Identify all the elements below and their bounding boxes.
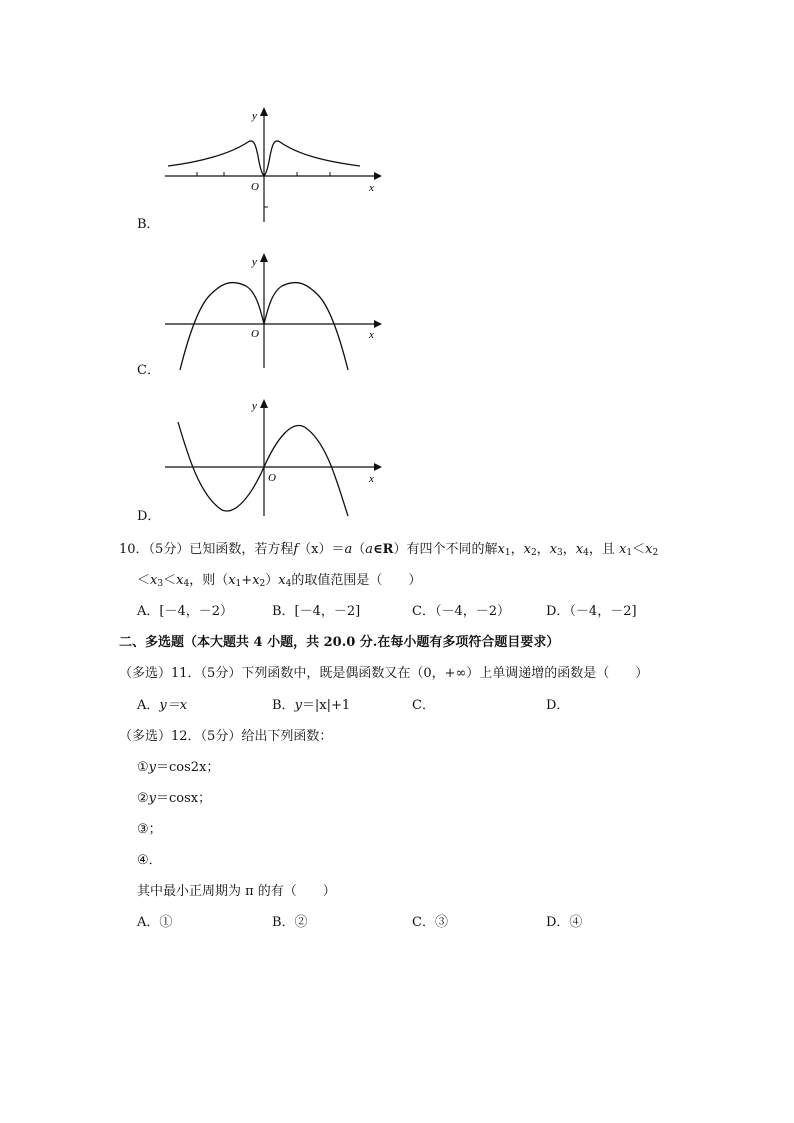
- y-axis-arrow: [260, 253, 268, 262]
- graph-d-y-label: y: [252, 400, 257, 412]
- q12-option-b[interactable]: B．②: [272, 915, 308, 930]
- q11-option-d[interactable]: D．: [546, 698, 570, 713]
- q10-c3: ，: [562, 542, 576, 557]
- graph-d-origin-label: O: [268, 472, 276, 484]
- q10-s1: 1: [504, 548, 511, 558]
- q11-option-a[interactable]: [137, 697, 187, 715]
- q10-ls1: 1: [626, 548, 633, 558]
- q11-option-a-y: y: [159, 698, 167, 713]
- q11-option-b[interactable]: [272, 697, 350, 715]
- q10-x1: x: [497, 542, 505, 557]
- q10-tail: 的取值范围是（ ）: [291, 573, 422, 588]
- q10-plus: +: [241, 573, 253, 588]
- graph-d-option-label: D．: [137, 509, 161, 524]
- q10-option-b[interactable]: B．[－4，－2]: [272, 604, 361, 619]
- graph-b-y-label: y: [252, 110, 257, 122]
- q10-qie: ，且: [588, 542, 619, 557]
- q10-stem-line2: [137, 572, 421, 593]
- q12-item-4: ④．: [137, 853, 162, 868]
- q10-lx2: x: [645, 542, 653, 557]
- q10-a: a: [344, 542, 353, 557]
- y-axis-arrow: [260, 399, 268, 408]
- q10-rest1: ）有四个不同的解: [393, 542, 498, 557]
- q11-option-a-label: A．: [137, 698, 160, 713]
- q10-ls2: 2: [652, 548, 659, 558]
- q10-l2lt: ＜: [163, 573, 177, 588]
- graph-b-origin-label: O: [251, 181, 259, 193]
- graph-c: [160, 250, 385, 374]
- q12-stem: （多选）12．（5分）给出下列函数：: [119, 729, 333, 744]
- q11-option-c[interactable]: C．: [412, 698, 435, 713]
- q10-l2s3: 3: [157, 579, 164, 589]
- q10-ps4: 4: [285, 579, 292, 589]
- q10-paren: （: [352, 542, 366, 557]
- q12-option-d[interactable]: D．④: [546, 915, 583, 930]
- q10-eq: ＝: [331, 542, 345, 557]
- q11-option-b-rest: ＝|x|+1: [301, 698, 351, 713]
- x-axis-arrow: [374, 463, 382, 471]
- q10-lt: ＜: [632, 542, 646, 557]
- y-axis-arrow: [260, 107, 268, 116]
- graph-c-y-label: y: [252, 256, 257, 268]
- q10-s4: 4: [583, 548, 589, 558]
- q10-x: （x）: [298, 542, 332, 557]
- q10-px1: x: [228, 573, 236, 588]
- section-heading: 二、多选题（本大题共 4 小题，共 20.0 分.在每小题有多项符合题目要求）: [119, 635, 560, 650]
- q10-x3: x: [549, 542, 558, 557]
- q10-l2x4: x: [176, 573, 184, 588]
- q11-stem: （多选）11．（5分）下列函数中，既是偶函数又在（0，+∞）上单调递增的函数是（ ）: [119, 666, 649, 681]
- q10-a2: a: [365, 542, 374, 557]
- q10-f: f: [293, 542, 299, 557]
- q10-s2: 2: [530, 548, 537, 558]
- q10-line2-lt: ＜: [137, 573, 151, 588]
- q12-item-3: ③；: [137, 822, 162, 837]
- x-axis-arrow: [374, 172, 382, 180]
- q10-c2: ，: [536, 542, 550, 557]
- q10-l2x3: x: [150, 573, 158, 588]
- q10-option-a[interactable]: A．[－4，－2）: [137, 604, 234, 619]
- q10-close: ）: [265, 573, 279, 588]
- q10-s3: 3: [557, 548, 563, 558]
- q12-option-c[interactable]: C．③: [412, 915, 448, 930]
- q10-ps2: 2: [259, 579, 266, 589]
- curve-d: [178, 422, 348, 516]
- q10-x2: x: [523, 542, 531, 557]
- q10-lx1: x: [619, 542, 627, 557]
- q11-option-b-y: y: [294, 698, 302, 713]
- q12-item-1-rest: ＝cos2x；: [156, 760, 220, 775]
- q10-ps1: 1: [235, 579, 242, 589]
- q12-option-a[interactable]: A．①: [137, 915, 173, 930]
- q11-option-a-rest: ＝x: [166, 698, 188, 713]
- graph-b-x-label: x: [369, 182, 374, 194]
- graph-c-origin-label: O: [251, 328, 259, 340]
- q12-item-2-num: ②: [137, 791, 149, 806]
- q12-item-2: [137, 790, 211, 808]
- graph-c-option-label: C．: [137, 363, 160, 378]
- q10-l2s4: 4: [183, 579, 190, 589]
- q12-item-1-num: ①: [137, 760, 149, 775]
- q12-item-1: [137, 759, 219, 777]
- graph-c-x-label: x: [369, 329, 374, 341]
- q10-option-c[interactable]: C．（－4，－2）: [412, 604, 510, 619]
- q10-stem-line1: [119, 541, 658, 562]
- x-axis-arrow: [374, 320, 382, 328]
- q10-prefix: 10．（5分）已知函数，若方程: [119, 542, 294, 557]
- q10-ze: ，则（: [189, 573, 229, 588]
- q12-item-2-y: y: [148, 791, 157, 806]
- q10-c1: ，: [510, 542, 524, 557]
- q11-option-b-label: B．: [272, 698, 295, 713]
- q10-in-r: ∈R: [373, 542, 394, 557]
- graph-b-option-label: B．: [137, 217, 160, 232]
- q10-option-d[interactable]: D．（－4，－2]: [546, 604, 637, 619]
- q10-x4: x: [575, 542, 584, 557]
- graph-b: [160, 104, 385, 228]
- q10-px4: x: [278, 573, 286, 588]
- q12-item-2-rest: ＝cosx；: [156, 791, 212, 806]
- q10-px2: x: [252, 573, 260, 588]
- q12-question: 其中最小正周期为 π 的有（ ）: [137, 884, 336, 899]
- q12-item-1-y: y: [148, 760, 157, 775]
- graph-d: [160, 396, 385, 520]
- graph-d-x-label: x: [369, 473, 374, 485]
